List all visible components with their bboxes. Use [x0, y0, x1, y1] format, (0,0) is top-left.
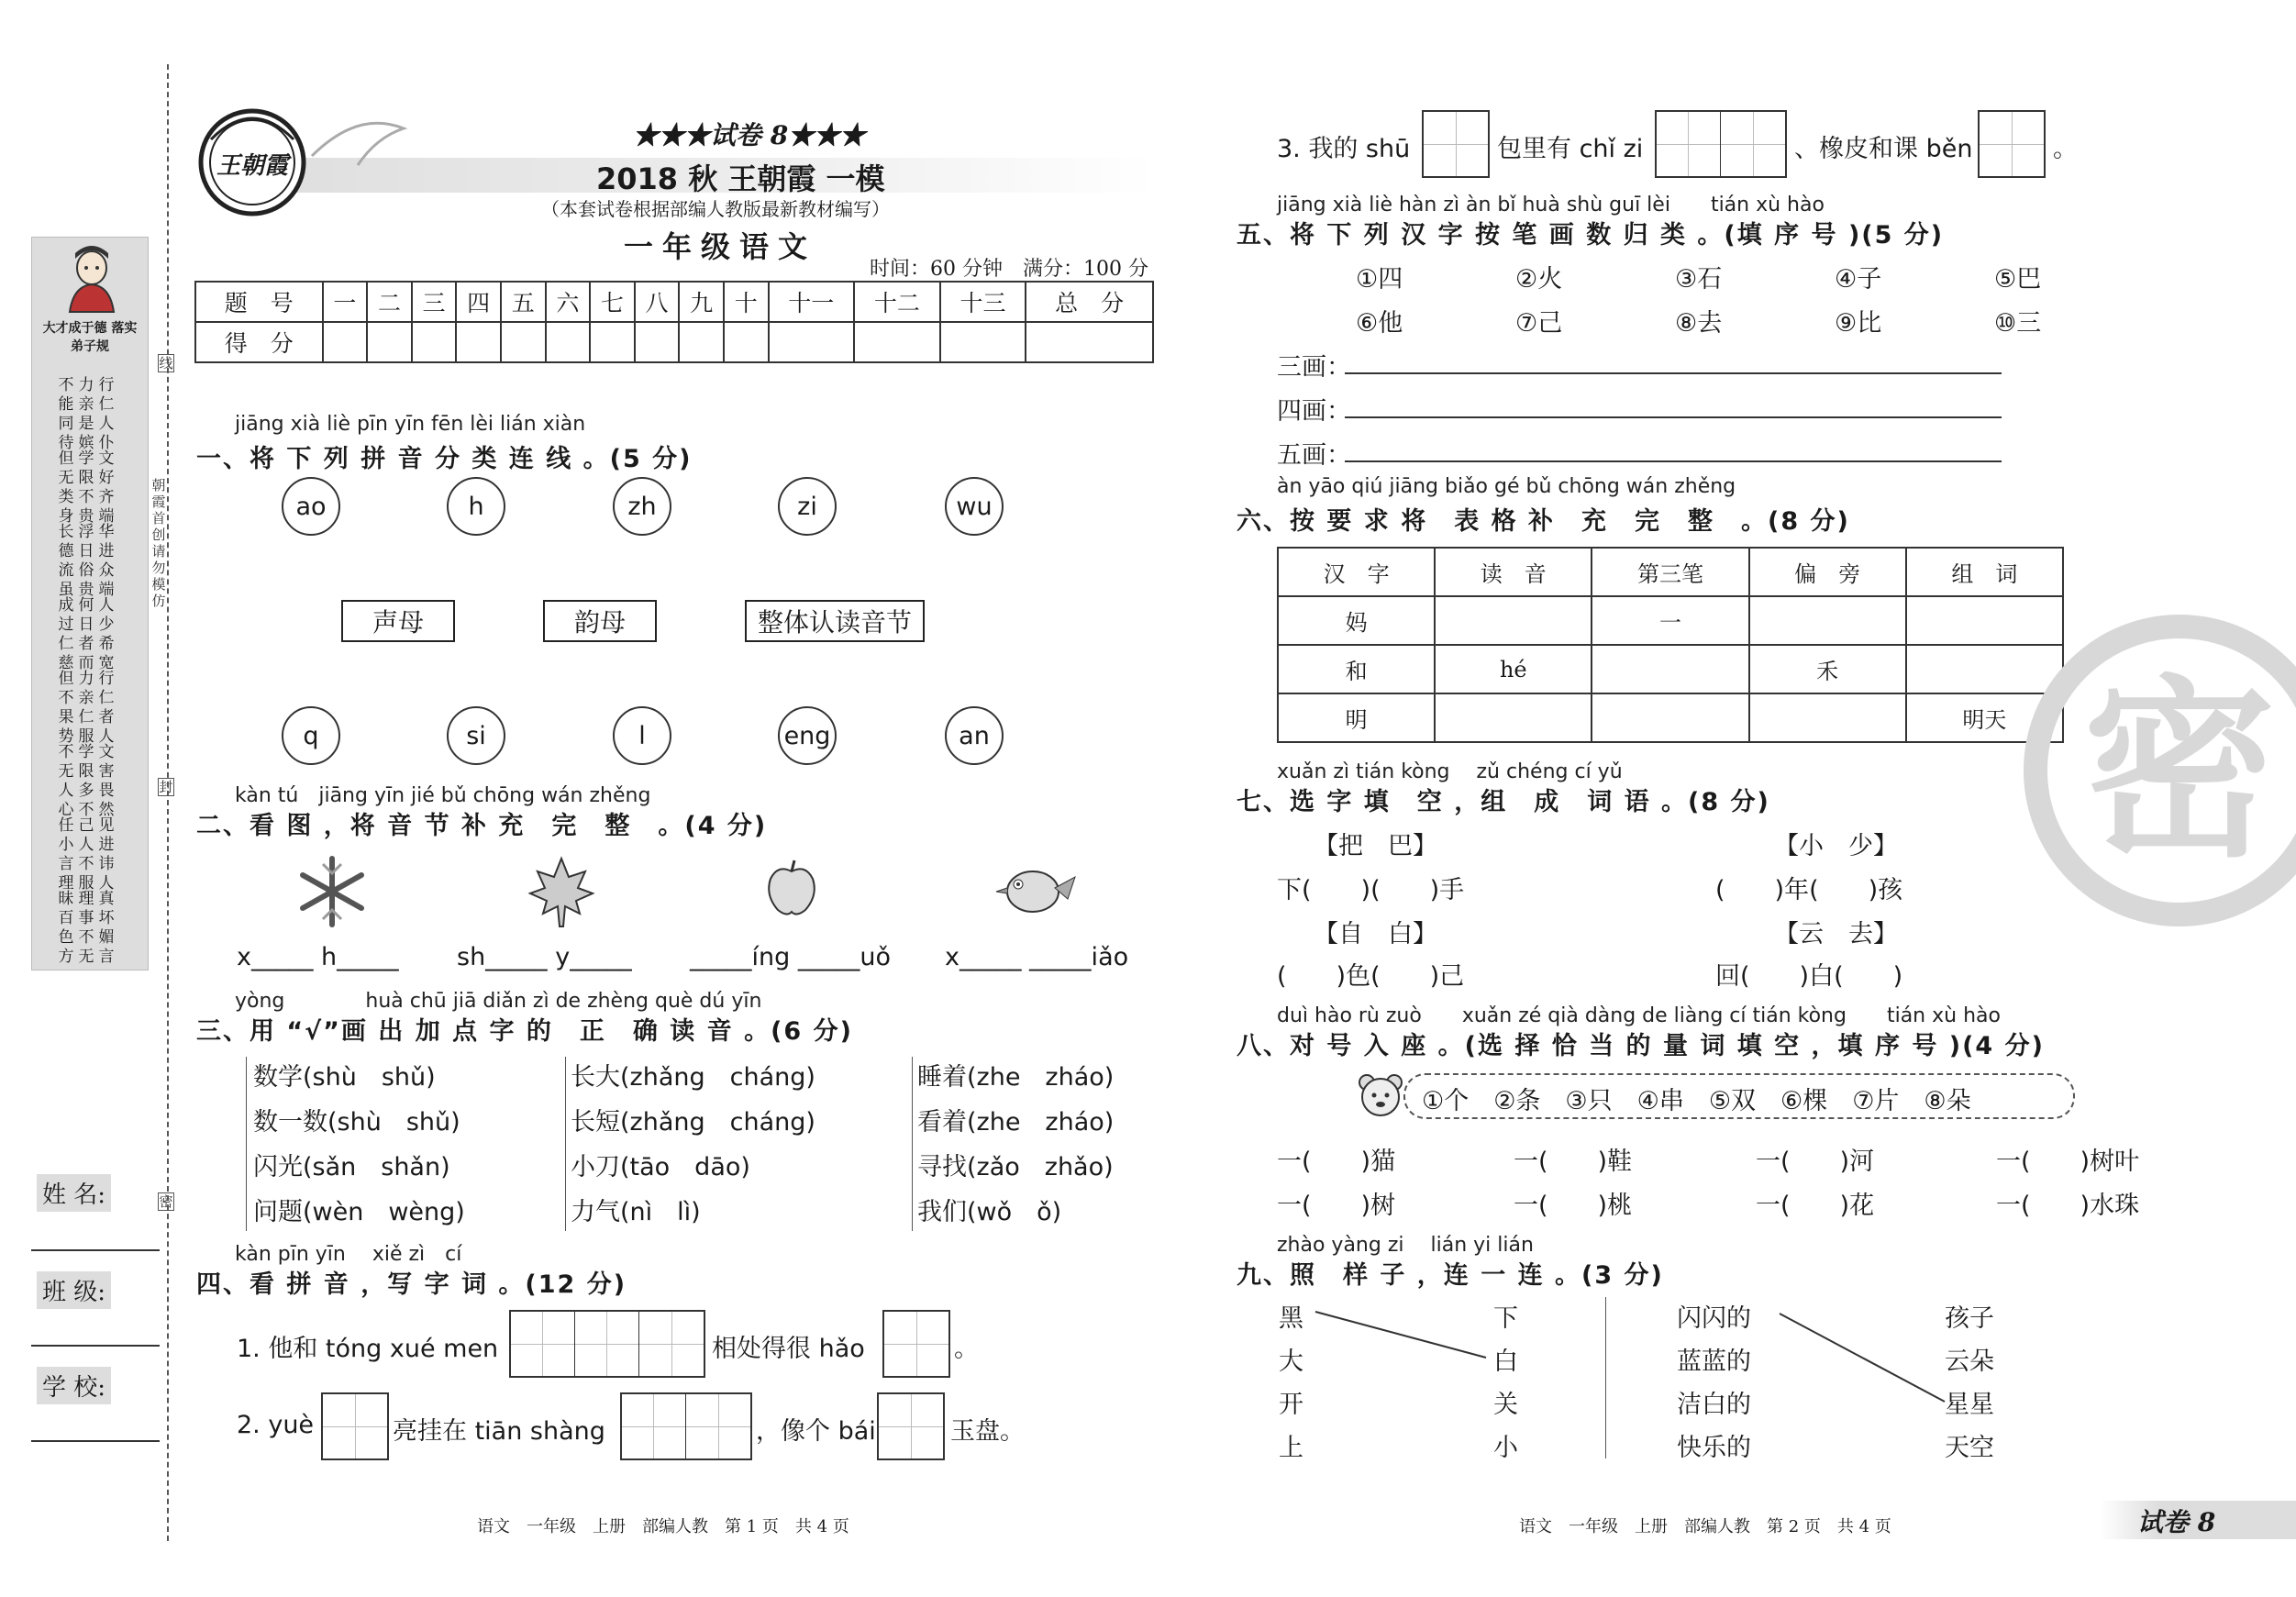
q4-line3-a: 3. 我的 shū [1277, 135, 1411, 163]
time-line: 时间：60 分钟 满分：100 分 [870, 258, 1148, 281]
q6-row [1278, 693, 2063, 742]
apple-icon [760, 855, 824, 919]
score-header-cell: 二 [367, 282, 412, 322]
score-header-cell: 九 [679, 282, 724, 322]
poem-column: 华进众端 [98, 523, 115, 599]
poem-column: 学限不贵 [78, 449, 94, 526]
q8-r1-1[interactable]: 一( )猫 [1277, 1148, 1396, 1176]
q8-options: ①个 ②条 ③只 ④串 ⑤双 ⑥棵 ⑦片 ⑧朵 [1422, 1087, 1971, 1115]
q6-cell[interactable] [1592, 693, 1748, 742]
class-label: 班 级: [37, 1271, 111, 1309]
q7-pinyin: xuǎn zì tián kòng zǔ chéng cí yǔ [1277, 760, 1623, 783]
q5-label-five: 五画： [1277, 441, 1351, 470]
name-field[interactable] [31, 1249, 160, 1251]
q3-col-1 [253, 1055, 465, 1235]
q8-r2-3[interactable]: 一( )花 [1756, 1192, 1875, 1220]
q6-header-cell: 读 音 [1435, 548, 1592, 596]
school-field[interactable] [31, 1440, 160, 1442]
poem-column: 文害畏然 [98, 743, 115, 819]
q8-pinyin: duì hào rù zuò xuǎn zé qià dàng de liàng cí tián kòng tián xù hào [1277, 1004, 2001, 1027]
q9-d-item[interactable]: 孩子 [1945, 1304, 1994, 1333]
q9-d-item[interactable]: 星星 [1945, 1391, 1994, 1419]
poem-columns [40, 376, 141, 966]
q5-char-2: ②火 [1515, 265, 1563, 294]
poem-column: 人少希宽 [98, 596, 115, 672]
score-header-cell: 四 [456, 282, 501, 322]
corner-label: 试卷 8 [2137, 1507, 2216, 1537]
q1-box-whole-syllables[interactable]: 整体认读音节 [745, 600, 925, 642]
q5-answer-line-four[interactable] [1345, 416, 2002, 418]
q6-cell: 明天 [1906, 693, 2063, 742]
left-footer: 语文 一年级 上册 部编人教 第 1 页 共 4 页 [477, 1517, 849, 1536]
class-field[interactable] [31, 1345, 160, 1347]
q3-item[interactable]: 睡着(zhe zháo) [917, 1063, 1115, 1092]
series-label-text: 试卷 8 [710, 120, 789, 150]
score-cell[interactable] [940, 322, 1026, 362]
seal-mark-3: 密 [159, 1193, 173, 1210]
q9-d-item[interactable]: 云朵 [1945, 1347, 1994, 1376]
q3-divider-2 [565, 1057, 566, 1231]
q8-r2-4[interactable]: 一( )水珠 [1996, 1192, 2140, 1220]
q6-header-row [1278, 548, 2063, 596]
score-table [194, 281, 1154, 363]
q7-group2-items[interactable]: ( )年( )孩 [1715, 876, 1903, 904]
q9-b-item[interactable]: 白 [1493, 1347, 1518, 1376]
q6-cell[interactable] [1749, 693, 1906, 742]
poem-column: 成过仁慈 [58, 596, 74, 672]
subject-title: 一年级语文 [624, 229, 817, 264]
score-header-cell: 十一 [769, 282, 855, 322]
q5-label-three: 三画： [1277, 353, 1351, 382]
poem-column: 见进讳人 [98, 816, 115, 893]
q9-col-a [1279, 1297, 1303, 1469]
poem-column: 长德流虽 [58, 523, 74, 599]
q7-group4-items[interactable]: 回( )白( ) [1715, 962, 1903, 991]
q1-heading: 一、将 下 列 拼 音 分 类 连 线 。(5 分) [196, 445, 693, 473]
q3-item[interactable]: 问题(wèn wèng) [253, 1198, 465, 1226]
q5-char-7: ⑦己 [1515, 309, 1563, 338]
q6-cell: 禾 [1749, 645, 1906, 693]
q9-b-item[interactable]: 小 [1493, 1434, 1518, 1462]
maple-leaf-icon [523, 853, 600, 930]
q3-item[interactable]: 看着(zhe zháo) [917, 1108, 1115, 1137]
q4-line1-c: 。 [954, 1335, 979, 1363]
seal-mark-2: 封 [159, 779, 173, 795]
copyright-note: 朝霞首创 请勿模仿 [151, 477, 180, 609]
q4-line2-b: 亮挂在 tiān shàng [393, 1417, 605, 1446]
exam-title: 2018 秋 王朝霞 一模 [596, 161, 885, 196]
poem-column: 力亲是嫔 [78, 376, 94, 452]
score-header-cell: 十二 [854, 282, 940, 322]
q4-grid-tongxuemen[interactable] [509, 1310, 705, 1378]
q6-cell[interactable] [1906, 596, 2063, 645]
score-header-cell: 总 分 [1026, 282, 1153, 322]
q4-grid-hao[interactable] [882, 1310, 950, 1378]
poem-column: 真坏媚言 [98, 890, 115, 966]
q3-divider-1 [246, 1057, 247, 1231]
poem-column: 不无人心 [58, 743, 74, 819]
seal-mark-1: 线 [159, 355, 173, 372]
q3-divider-3 [912, 1057, 913, 1231]
poem-column: 昧百色方 [58, 890, 74, 966]
q5-char-1: ①四 [1356, 265, 1403, 294]
poem-column: 不能同待 [58, 376, 74, 452]
q9-b-item[interactable]: 下 [1493, 1304, 1518, 1333]
q6-cell[interactable] [1592, 645, 1748, 693]
q5-answer-line-three[interactable] [1345, 372, 2002, 374]
score-header-cell: 一 [323, 282, 368, 322]
poem-column: 但无类身 [58, 449, 74, 526]
scholar-icon [55, 240, 128, 314]
poem-column: 理事不无 [78, 890, 94, 966]
score-header-cell: 题 号 [195, 282, 323, 322]
q3-item[interactable]: 我们(wǒ ǒ) [917, 1198, 1062, 1226]
bird-icon [991, 855, 1079, 925]
q5-heading: 五、将 下 列 汉 字 按 笔 画 数 归 类 。(填 序 号 )(5 分) [1237, 221, 1945, 250]
bear-icon [1352, 1070, 1411, 1125]
q6-cell[interactable] [1749, 596, 1906, 645]
q9-a-item[interactable]: 上 [1279, 1434, 1303, 1462]
q9-b-item[interactable]: 关 [1493, 1391, 1518, 1419]
q6-cell: 明 [1278, 693, 1435, 742]
q6-cell[interactable] [1435, 693, 1592, 742]
q2-blank-3[interactable]: _____íng _____uǒ [690, 943, 891, 971]
score-header-row [195, 282, 1153, 322]
score-header-cell: 八 [635, 282, 680, 322]
q9-c-item[interactable]: 闪闪的 [1677, 1304, 1751, 1333]
q1-circle-top-2[interactable]: h [447, 477, 505, 536]
poem-column: 文好齐端 [98, 449, 115, 526]
score-header-cell: 十 [724, 282, 769, 322]
score-cell[interactable] [456, 322, 501, 362]
q7-group1-label: 【把 巴】 [1314, 832, 1437, 860]
q1-circle-bottom-5[interactable]: an [945, 706, 1004, 765]
sidebar-motto: 大才成于德 落实弟子规 [42, 321, 138, 354]
q3-item[interactable]: 小刀(tāo dāo) [571, 1153, 750, 1181]
q5-char-5: ⑤巴 [1994, 265, 2042, 294]
q6-row [1278, 596, 2063, 645]
q4-grid-ben[interactable] [1978, 110, 2046, 178]
score-cell[interactable] [679, 322, 724, 362]
q9-pinyin: zhào yàng zi lián yi lián [1277, 1234, 1534, 1257]
score-cell[interactable] [590, 322, 635, 362]
poem-column: 行仁人仆 [98, 376, 115, 452]
q4-line2-d: 玉盘。 [950, 1417, 1025, 1446]
q6-pinyin: àn yāo qiú jiāng biǎo gé bǔ chōng wán zhěng [1277, 475, 1736, 498]
score-row-label: 得 分 [195, 322, 323, 362]
watermark-seal [2024, 615, 2296, 926]
poem-column: 力亲仁服 [78, 670, 94, 746]
q1-box-finals[interactable]: 韵母 [543, 600, 657, 642]
q6-header-cell: 组 词 [1906, 548, 2063, 596]
q1-box-initials[interactable]: 声母 [341, 600, 455, 642]
series-label: ★★★试卷 8★★★ [633, 120, 866, 150]
q5-char-10: ⑩三 [1994, 309, 2042, 338]
school-label: 学 校: [37, 1367, 111, 1404]
q9-d-item[interactable]: 天空 [1945, 1434, 1994, 1462]
q9-heading: 九、照 样 子 ，连 一 连 。(3 分) [1237, 1261, 1664, 1290]
name-label: 姓 名: [37, 1174, 111, 1212]
score-cell[interactable] [635, 322, 680, 362]
q3-heading: 三、用 “√”画 出 加 点 字 的 正 确 读 音 。(6 分) [196, 1017, 853, 1046]
q9-c-item[interactable]: 蓝蓝的 [1677, 1347, 1751, 1376]
q2-blank-4[interactable]: x_____ _____iǎo [945, 943, 1129, 971]
q1-circle-top-4[interactable]: zi [778, 477, 837, 536]
q8-heading: 八、对 号 入 座 。(选 择 恰 当 的 量 词 填 空 ，填 序 号 )(4 分) [1237, 1032, 2045, 1060]
q4-line2-c: ，像个 bái [756, 1417, 876, 1446]
q6-cell: hé [1435, 645, 1592, 693]
q8-r1-3[interactable]: 一( )河 [1756, 1148, 1875, 1176]
ribbon-decoration [303, 101, 413, 174]
score-cell[interactable] [367, 322, 412, 362]
score-cell[interactable] [854, 322, 940, 362]
score-cell[interactable] [501, 322, 546, 362]
poem-column: 但不果势 [58, 670, 74, 746]
score-header-cell: 三 [412, 282, 457, 322]
q6-cell[interactable] [1435, 596, 1592, 645]
q9-a-item[interactable]: 大 [1279, 1347, 1303, 1376]
poem-column: 己人不服 [78, 816, 94, 893]
q3-col-3 [917, 1055, 1114, 1235]
q1-circle-bottom-2[interactable]: si [447, 706, 505, 765]
q1-circle-top-1[interactable]: ao [282, 477, 340, 536]
q2-pinyin: kàn tú jiāng yīn jié bǔ chōng wán zhěng [235, 784, 651, 807]
q3-item[interactable]: 数学(shù shǔ) [253, 1063, 436, 1092]
q4-grid-yue[interactable] [321, 1392, 389, 1460]
q3-item[interactable]: 长大(zhǎng cháng) [571, 1063, 815, 1092]
score-header-cell: 五 [501, 282, 546, 322]
q1-circle-top-3[interactable]: zh [613, 477, 671, 536]
score-cell[interactable] [323, 322, 368, 362]
q6-heading: 六、按 要 求 将 表 格 补 充 完 整 。(8 分) [1237, 507, 1850, 536]
q2-blank-2[interactable]: sh_____ y_____ [457, 943, 632, 971]
poem-column: 浮日俗贵 [78, 523, 94, 599]
q8-r2-2[interactable]: 一( )桃 [1514, 1192, 1633, 1220]
q5-char-4: ④子 [1835, 265, 1882, 294]
q5-char-3: ③石 [1675, 265, 1723, 294]
poem-column: 行仁者人 [98, 670, 115, 746]
score-cell[interactable] [546, 322, 591, 362]
logo-text: 王朝霞 [216, 152, 288, 180]
q9-c-item[interactable]: 快乐的 [1677, 1434, 1751, 1462]
score-input-row [195, 322, 1153, 362]
poem-column: 何日者而 [78, 596, 94, 672]
left-sidebar [0, 0, 180, 1597]
poem-column: 学限多不 [78, 743, 94, 819]
q7-group1-items[interactable]: 下( )( )手 [1277, 876, 1465, 904]
right-footer: 语文 一年级 上册 部编人教 第 2 页 共 4 页 [1519, 1517, 1891, 1536]
q6-header-cell: 第三笔 [1592, 548, 1748, 596]
q4-line1-b: 相处得很 hǎo [712, 1335, 865, 1363]
score-cell[interactable] [412, 322, 457, 362]
q5-char-8: ⑧去 [1675, 309, 1723, 338]
q8-r1-4[interactable]: 一( )树叶 [1996, 1148, 2140, 1176]
q2-blank-1[interactable]: x_____ h_____ [237, 943, 399, 971]
exam-subtitle: （本套试卷根据部编人教版最新教材编写） [541, 198, 890, 220]
q9-a-item[interactable]: 黑 [1279, 1304, 1303, 1333]
q6-row [1278, 645, 2063, 693]
q3-item[interactable]: 闪光(sǎn shǎn) [253, 1153, 450, 1181]
q3-col-2 [571, 1055, 815, 1235]
q1-pinyin: jiāng xià liè pīn yīn fēn lèi lián xiàn [235, 413, 586, 436]
q4-grid-tianshang[interactable] [620, 1392, 752, 1460]
q4-line3-c: 、橡皮和课 běn [1794, 135, 1973, 163]
q3-item[interactable]: 数一数(shù shǔ) [253, 1108, 460, 1137]
q1-circle-bottom-4[interactable]: eng [778, 706, 837, 765]
q1-circle-top-5[interactable]: wu [945, 477, 1004, 536]
q4-heading: 四、看 拼 音 ，写 字 词 。(12 分) [196, 1270, 627, 1299]
q4-grid-bai[interactable] [877, 1392, 945, 1460]
q4-grid-chizi[interactable] [1655, 110, 1787, 178]
fold-line [167, 64, 169, 1541]
q5-pinyin: jiāng xià liè hàn zì àn bǐ huà shù guī lèi tián xù hào [1277, 194, 1825, 216]
q6-cell: 和 [1278, 645, 1435, 693]
q7-group3-label: 【自 白】 [1314, 920, 1437, 948]
q9-a-item[interactable]: 开 [1279, 1391, 1303, 1419]
q6-cell: 一 [1592, 596, 1748, 645]
q4-line1-a: 1. 他和 tóng xué men [237, 1335, 499, 1363]
snowflake-icon [294, 853, 371, 930]
q5-char-9: ⑨比 [1835, 309, 1882, 338]
q8-r1-2[interactable]: 一( )鞋 [1514, 1148, 1633, 1176]
q9-example-lines [1303, 1303, 2036, 1422]
q6-cell[interactable] [1906, 645, 2063, 693]
q4-line3-d: 。 [2053, 135, 2078, 163]
q3-item[interactable]: 力气(nì lì) [571, 1198, 701, 1226]
score-header-cell: 十三 [940, 282, 1026, 322]
q3-item[interactable]: 寻找(zǎo zhǎo) [917, 1153, 1114, 1181]
q3-pinyin: yòng huà chū jiā diǎn zì de zhèng què dú yīn [235, 990, 762, 1013]
q4-line3-b: 包里有 chǐ zi [1497, 135, 1644, 163]
watermark-char: 密 [2082, 657, 2276, 883]
q9-c-item[interactable]: 洁白的 [1677, 1391, 1751, 1419]
score-cell[interactable] [724, 322, 769, 362]
q7-group2-label: 【小 少】 [1774, 832, 1898, 860]
q4-grid-shu[interactable] [1422, 110, 1490, 178]
q2-heading: 二、看 图 ，将 音 节 补 充 完 整 。(4 分) [196, 812, 768, 840]
q4-line2-a: 2. yuè [237, 1411, 315, 1439]
score-header-cell: 六 [546, 282, 591, 322]
q4-pinyin: kàn pīn yīn xiě zì cí [235, 1243, 462, 1266]
score-cell[interactable] [769, 322, 855, 362]
q1-circle-bottom-3[interactable]: l [613, 706, 671, 765]
q6-header-cell: 偏 旁 [1749, 548, 1906, 596]
q7-heading: 七、选 字 填 空 ，组 成 词 语 。(8 分) [1237, 788, 1770, 816]
q6-cell: 妈 [1278, 596, 1435, 645]
q3-item[interactable]: 长短(zhǎng cháng) [571, 1108, 815, 1137]
q6-table [1277, 547, 2064, 743]
score-cell[interactable] [1026, 322, 1153, 362]
q5-label-four: 四画： [1277, 397, 1351, 426]
q8-r2-1[interactable]: 一( )树 [1277, 1192, 1396, 1220]
q5-answer-line-five[interactable] [1345, 460, 2002, 462]
poem-column: 任小言理 [58, 816, 74, 893]
score-header-cell: 七 [590, 282, 635, 322]
q7-group4-label: 【云 去】 [1774, 920, 1898, 948]
q1-circle-bottom-1[interactable]: q [282, 706, 340, 765]
q5-char-6: ⑥他 [1356, 309, 1403, 338]
q6-header-cell: 汉 字 [1278, 548, 1435, 596]
q7-group3-items[interactable]: ( )色( )己 [1277, 962, 1465, 991]
